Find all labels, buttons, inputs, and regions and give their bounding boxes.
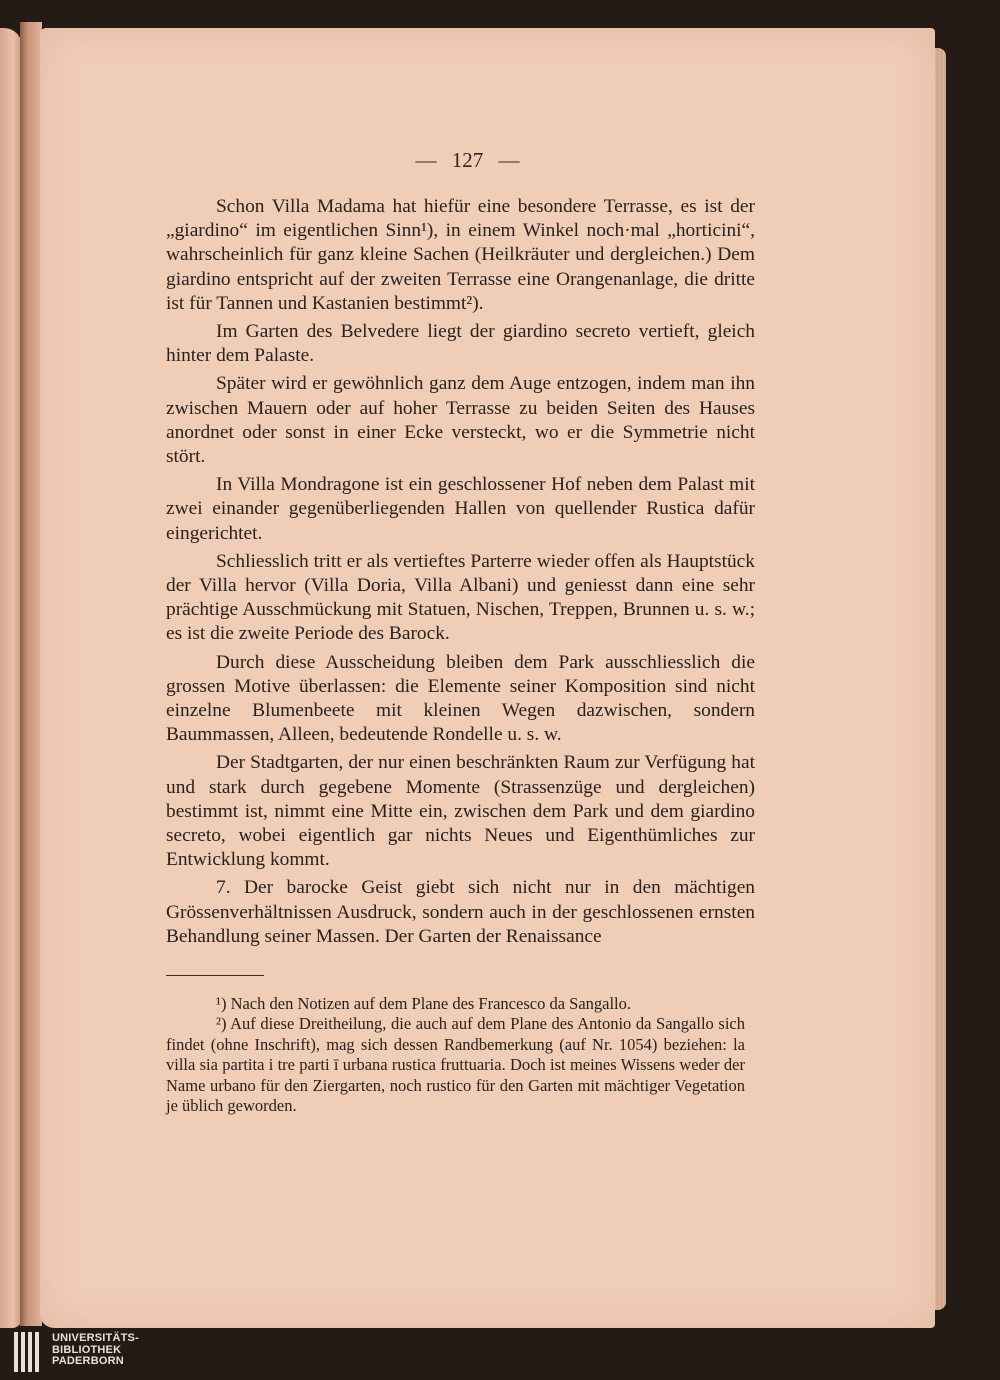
page-number: — 127 — <box>415 148 520 172</box>
facing-page-edge <box>0 28 22 1328</box>
paragraph-villa-madama: Schon Villa Madama hat hiefür eine besondere Terrasse, es ist der „giardino“ im eigentlichen Sinn¹), in einem Winkel noch·mal „horticini“, wahrscheinlich für ganz kleine Sachen (Heilkräuter und dergleichen.) Dem giardino entspricht auf der zweiten Terrasse eine Orangenanlage, die dritte ist für Tannen und Kastanien bestimmt²). <box>166 196 755 314</box>
library-logo-icon <box>14 1332 44 1372</box>
footnote-rule <box>166 975 264 976</box>
logo-line-1: UNIVERSITÄTS- <box>52 1332 139 1344</box>
footnotes <box>166 994 745 1116</box>
paragraph-mondragone: In Villa Mondragone ist ein geschlossener Hof neben dem Palast mit zwei einander gegenüberliegenden Hallen von quellender Rustica dafür eingerichtet. <box>166 474 755 544</box>
library-logo <box>0 1330 1000 1380</box>
logo-line-2: BIBLIOTHEK <box>52 1343 122 1356</box>
book-spine <box>20 22 42 1326</box>
footnote-2: ²) Auf diese Dreitheilung, die auch auf dem Plane des Antonio da Sangallo sich findet (ohne Inschrift), mag sich dessen Randbemerkung (auf Nr. 1054) beziehen: la villa sia partita i tre parti ī urbana rustica fruttuaria. Doch ist meines Wissens weder der Name urbano für den Ziergarten, noch rustico für den Garten mit mächtiger Vegetation je üblich geworden. <box>166 1014 745 1116</box>
logo-line-3: PADERBORN <box>52 1355 124 1367</box>
paragraph-belvedere: Im Garten des Belvedere liegt der giardino secreto vertieft, gleich hinter dem Palaste. <box>166 321 755 367</box>
paragraph-parterre: Schliesslich tritt er als vertieftes Parterre wieder offen als Hauptstück der Villa hervor (Villa Doria, Villa Albani) und geniesst dann eine sehr prächtige Ausschmückung mit Statuen, Nischen, Treppen, Brunnen u. s. w.; es ist die zweite Periode des Barock. <box>166 550 755 645</box>
body-text <box>166 195 755 953</box>
paragraph-stadtgarten: Der Stadtgarten, der nur einen beschränkten Raum zur Verfügung hat und stark durch gegebene Momente (Strassenzüge und dergleichen) bestimmt ist, nimmt eine Mitte ein, zwischen dem Park und dem giardino secreto, wobei eigentlich gar nichts Neues und Eigenthümliches zur Entwicklung kommt. <box>166 752 755 871</box>
paragraph-later: Später wird er gewöhnlich ganz dem Auge entzogen, indem man ihn zwischen Mauern oder auf hoher Terrasse zu beiden Seiten des Hauses anordnet oder sonst in einer Ecke versteckt, wo er die Symmetrie nicht stört. <box>166 373 755 468</box>
footnote-1: ¹) Nach den Notizen auf dem Plane des Francesco da Sangallo. <box>216 994 632 1013</box>
paragraph-park: Durch diese Ausscheidung bleiben dem Park ausschliesslich die grossen Motive überlassen: die Elemente seiner Komposition sind nicht einzelne Blumenbeete mit kleinen Wegen dazwischen, sondern Baummassen, Alleen, bedeutende Rondelle u. s. w. <box>166 651 755 746</box>
paragraph-barock: 7. Der barocke Geist giebt sich nicht nur in den mächtigen Grössenverhältnissen Ausdruck, sondern auch in der geschlossenen ernsten Behandlung seiner Massen. Der Garten der Renaissance <box>166 877 755 947</box>
